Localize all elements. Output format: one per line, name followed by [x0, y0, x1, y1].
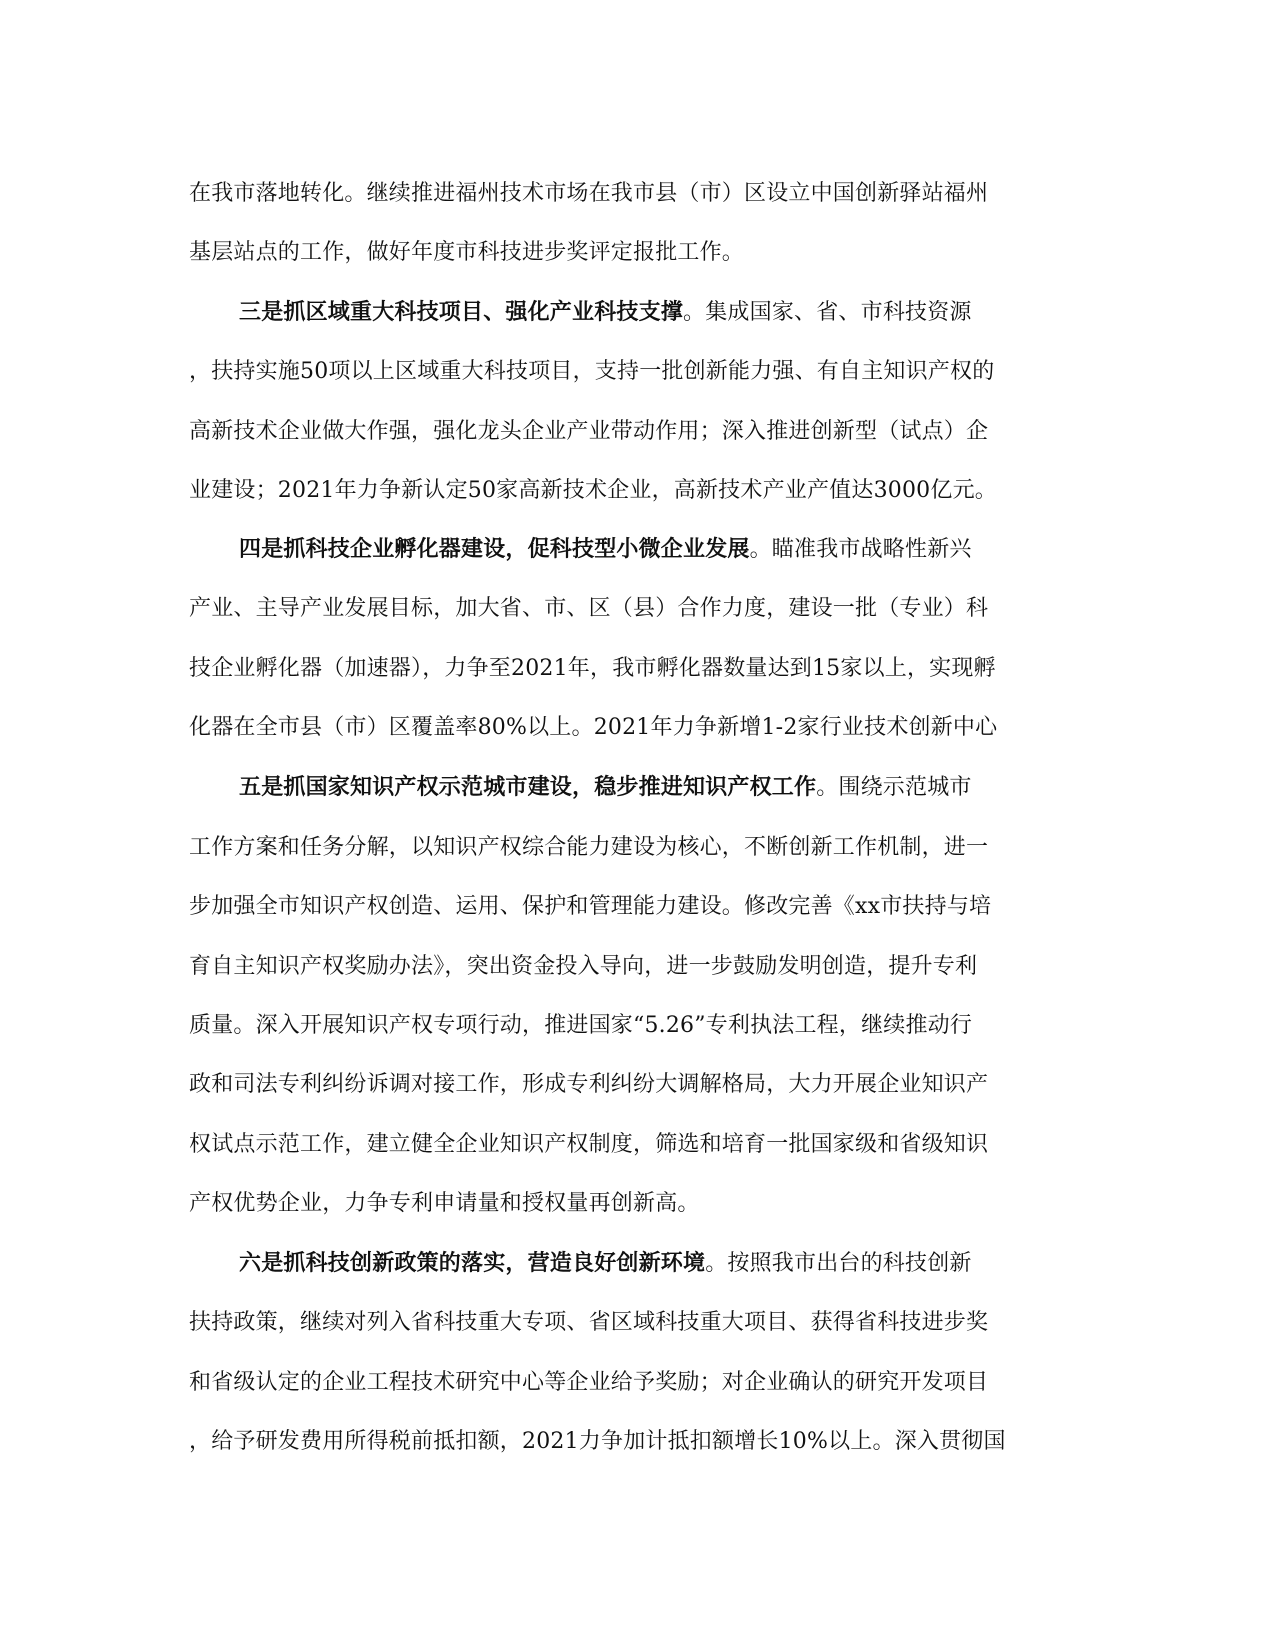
- text-line: [239, 1248, 1089, 1279]
- line-text: 。瞄准我市战略性新兴: [749, 537, 972, 562]
- text-line: [189, 951, 1089, 982]
- text-line: [189, 891, 1089, 922]
- paragraph-heading: 四是抓科技企业孵化器建设，促科技型小微企业发展: [239, 536, 750, 562]
- line-text: 基层站点的工作，做好年度市科技进步奖评定报批工作。: [189, 240, 745, 265]
- paragraph-heading: 五是抓国家知识产权示范城市建设，稳步推进知识产权工作: [239, 774, 817, 800]
- line-text: 业建设；2021年力争新认定50家高新技术企业，高新技术产业产值达3000亿元。: [189, 478, 997, 503]
- line-text: 在我市落地转化。继续推进福州技术市场在我市县（市）区设立中国创新驿站福州: [189, 181, 989, 206]
- line-text: 高新技术企业做大作强，强化龙头企业产业带动作用；深入推进创新型（试点）企: [189, 419, 989, 444]
- text-line: [189, 356, 1089, 387]
- text-line: [189, 653, 1089, 684]
- line-text: 。围绕示范城市: [816, 775, 972, 800]
- text-line: [189, 1010, 1089, 1041]
- line-text: 质量。深入开展知识产权专项行动，推进国家“5.26”专利执法工程，继续推动行: [189, 1013, 973, 1038]
- line-text: 产业、主导产业发展目标，加大省、市、区（县）合作力度，建设一批（专业）科: [189, 596, 989, 621]
- line-text: 步加强全市知识产权创造、运用、保护和管理能力建设。修改完善《xx市扶持与培: [189, 894, 992, 919]
- text-line: [189, 1367, 1089, 1398]
- text-line: [189, 178, 1089, 209]
- text-line: [189, 237, 1089, 268]
- line-text: 。按照我市出台的科技创新: [705, 1251, 972, 1276]
- text-line: [189, 1188, 1089, 1219]
- text-line: [239, 534, 1089, 565]
- paragraph-heading: 六是抓科技创新政策的落实，营造良好创新环境: [239, 1250, 706, 1276]
- text-line: [189, 416, 1089, 447]
- text-line: [239, 772, 1089, 803]
- text-line: [189, 475, 1089, 506]
- line-text: 政和司法专利纠纷诉调对接工作，形成专利纠纷大调解格局，大力开展企业知识产: [189, 1072, 989, 1097]
- text-line: [189, 1069, 1089, 1100]
- paragraph-heading: 三是抓区域重大科技项目、强化产业科技支撑: [239, 299, 684, 325]
- text-line: [189, 832, 1089, 863]
- text-line: [239, 297, 1089, 328]
- line-text: 技企业孵化器（加速器），力争至2021年，我市孵化器数量达到15家以上，实现孵: [189, 656, 996, 681]
- text-line: [189, 593, 1089, 624]
- line-text: 化器在全市县（市）区覆盖率80%以上。2021年力争新增1-2家行业技术创新中心: [189, 715, 998, 740]
- line-text: 。集成国家、省、市科技资源: [683, 300, 972, 325]
- text-line: [189, 712, 1089, 743]
- line-text: 工作方案和任务分解，以知识产权综合能力建设为核心，不断创新工作机制，进一: [189, 835, 989, 860]
- line-text: ，扶持实施50项以上区域重大科技项目，支持一批创新能力强、有自主知识产权的: [189, 359, 995, 384]
- text-line: [189, 1307, 1089, 1338]
- text-line: [189, 1129, 1089, 1160]
- line-text: 扶持政策，继续对列入省科技重大专项、省区域科技重大项目、获得省科技进步奖: [189, 1310, 989, 1335]
- line-text: 权试点示范工作，建立健全企业知识产权制度，筛选和培育一批国家级和省级知识: [189, 1132, 989, 1157]
- line-text: ，给予研发费用所得税前抵扣额，2021力争加计抵扣额增长10%以上。深入贯彻国: [189, 1429, 1006, 1454]
- line-text: 育自主知识产权奖励办法》，突出资金投入导向，进一步鼓励发明创造，提升专利: [189, 954, 978, 979]
- line-text: 和省级认定的企业工程技术研究中心等企业给予奖励；对企业确认的研究开发项目: [189, 1370, 989, 1395]
- line-text: 产权优势企业，力争专利申请量和授权量再创新高。: [189, 1191, 700, 1216]
- text-line: [189, 1426, 1089, 1457]
